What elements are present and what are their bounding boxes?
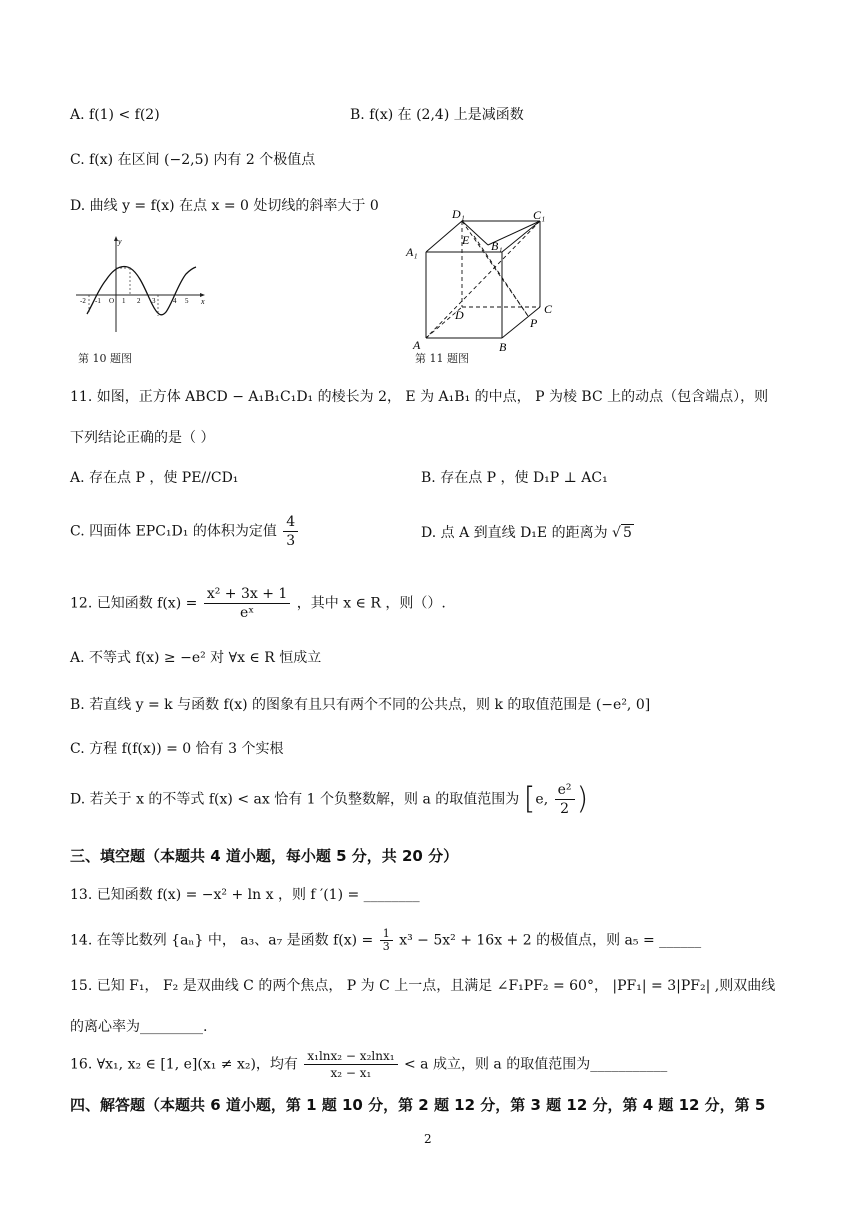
cube-label: C xyxy=(544,302,553,316)
fraction-denominator: 3 xyxy=(286,533,296,549)
interval-left: e, xyxy=(535,791,549,808)
fraction xyxy=(204,585,290,622)
sqrt-radicand: 5 xyxy=(622,525,632,541)
graph-x-label: x xyxy=(201,297,205,306)
cube-label: D₁ xyxy=(452,207,465,221)
q10-option-d: D. 曲线 y = f(x) 在点 x = 0 处切线的斜率大于 0 xyxy=(70,198,379,214)
q12-option-b: B. 若直线 y = k 与函数 f(x) 的图象有且只有两个不同的公共点，则 k 的取值范围是 (−e², 0] xyxy=(70,697,651,713)
fraction-numerator: e² xyxy=(555,781,575,800)
section-4-heading: 四、解答题（本题共 6 道小题，第 1 题 10 分，第 2 题 12 分，第 3 题 12 分，第 4 题 12 分，第 5 xyxy=(70,1096,766,1114)
cube-label: D xyxy=(455,308,464,322)
page-number: 2 xyxy=(424,1132,432,1146)
cube-label: B₁ xyxy=(491,239,503,253)
q15-cont: 的离心率为_________. xyxy=(70,1019,208,1035)
fraction xyxy=(304,1048,397,1081)
q10-option-b: B. f(x) 在 (2,4) 上是减函数 xyxy=(350,107,524,123)
cube-label: E xyxy=(462,233,470,247)
graph-origin: O xyxy=(109,297,115,305)
fraction-numerator: x² + 3x + 1 xyxy=(204,585,290,604)
q12-option-d-text: D. 若关于 x 的不等式 f(x) < ax 恰有 1 个负整数解，则 a 的取值范围为 xyxy=(70,791,520,808)
q11-stem-cont: 下列结论正确的是（ ） xyxy=(70,430,215,446)
q14-text-tail: x³ − 5x² + 16x + 2 的极值点，则 a₅ = ______ xyxy=(399,932,702,949)
graph-tick: 1 xyxy=(122,297,126,305)
sqrt-sign: √ xyxy=(612,525,621,541)
q15: 15. 已知 F₁， F₂ 是双曲线 C 的两个焦点， P 为 C 上一点，且满足 ∠F₁PF₂ = 60°， |PF₁| = 3|PF₂| ,则双曲线 xyxy=(70,978,776,994)
cube-label: C₁ xyxy=(533,208,546,222)
q12-option-c: C. 方程 f(f(x)) = 0 恰有 3 个实根 xyxy=(70,741,284,757)
fraction-denominator: 2 xyxy=(560,801,570,817)
fraction-denominator: x₂ − x₁ xyxy=(330,1066,372,1080)
q13: 13. 已知函数 f(x) = −x² + ln x ，则 f ′(1) = ________ xyxy=(70,887,420,903)
fraction xyxy=(380,928,393,953)
q14-text: 14. 在等比数列 {aₙ} 中， a₃、a₇ 是函数 f(x) = xyxy=(70,932,374,949)
right-paren: ) xyxy=(576,781,589,817)
q14 xyxy=(70,928,701,953)
q10-graph xyxy=(72,232,212,342)
q11-option-d-text: D. 点 A 到直线 D₁E 的距离为 xyxy=(421,525,608,541)
graph-tick: -1 xyxy=(95,297,101,305)
graph-tick: 5 xyxy=(185,297,189,305)
q12-option-d xyxy=(70,781,588,818)
q16-text: 16. ∀x₁, x₂ ∈ [1, e](x₁ ≠ x₂)，均有 xyxy=(70,1056,298,1073)
q10-option-a: A. f(1) < f(2) xyxy=(70,107,160,123)
graph-curve xyxy=(87,267,196,315)
fraction xyxy=(283,513,298,550)
fraction-numerator: 4 xyxy=(283,513,298,532)
fraction-numerator: x₁lnx₂ − x₂lnx₁ xyxy=(304,1048,397,1065)
fig11-caption: 第 11 题图 xyxy=(415,352,469,365)
q11-stem: 11. 如图，正方体 ABCD − A₁B₁C₁D₁ 的棱长为 2， E 为 A₁B₁ 的中点， P 为棱 BC 上的动点（包含端点），则 xyxy=(70,389,769,405)
q16 xyxy=(70,1048,667,1081)
graph-tick: 4 xyxy=(173,297,177,305)
q12-option-a: A. 不等式 f(x) ≥ −e² 对 ∀x ∈ R 恒成立 xyxy=(70,650,322,666)
q12-stem-tail: ，其中 x ∈ R ，则（）. xyxy=(296,595,446,612)
q12-stem xyxy=(70,585,446,622)
q10-option-c: C. f(x) 在区间 (−2,5) 内有 2 个极值点 xyxy=(70,152,316,168)
q11-cube-figure xyxy=(400,205,570,355)
fig10-caption: 第 10 题图 xyxy=(78,352,132,365)
fraction-denominator: 3 xyxy=(382,940,390,953)
fraction-numerator: 1 xyxy=(380,928,393,941)
q12-stem-text: 12. 已知函数 f(x) = xyxy=(70,595,198,612)
cube-label: A xyxy=(413,338,421,352)
q11-option-b: B. 存在点 P ，使 D₁P ⊥ AC₁ xyxy=(421,470,608,486)
q11-option-a: A. 存在点 P ，使 PE//CD₁ xyxy=(70,470,239,486)
q11-option-d xyxy=(421,522,634,544)
q11-option-c xyxy=(70,513,300,550)
cube-label: B xyxy=(499,340,507,354)
fraction-denominator: eˣ xyxy=(239,605,255,621)
graph-tick: 2 xyxy=(137,297,141,305)
left-bracket: [ xyxy=(523,781,536,817)
fraction xyxy=(555,781,575,818)
graph-tick: -2 xyxy=(80,297,86,305)
graph-tick: 3 xyxy=(152,297,156,305)
section-3-heading: 三、填空题（本题共 4 道小题，每小题 5 分，共 20 分） xyxy=(70,847,459,865)
q16-text-tail: < a 成立，则 a 的取值范围为___________ xyxy=(403,1056,668,1073)
graph-y-label: y xyxy=(118,237,122,246)
q11-option-c-text: C. 四面体 EPC₁D₁ 的体积为定值 xyxy=(70,523,277,540)
cube-label: P xyxy=(530,316,538,330)
cube-label: A₁ xyxy=(406,245,418,259)
